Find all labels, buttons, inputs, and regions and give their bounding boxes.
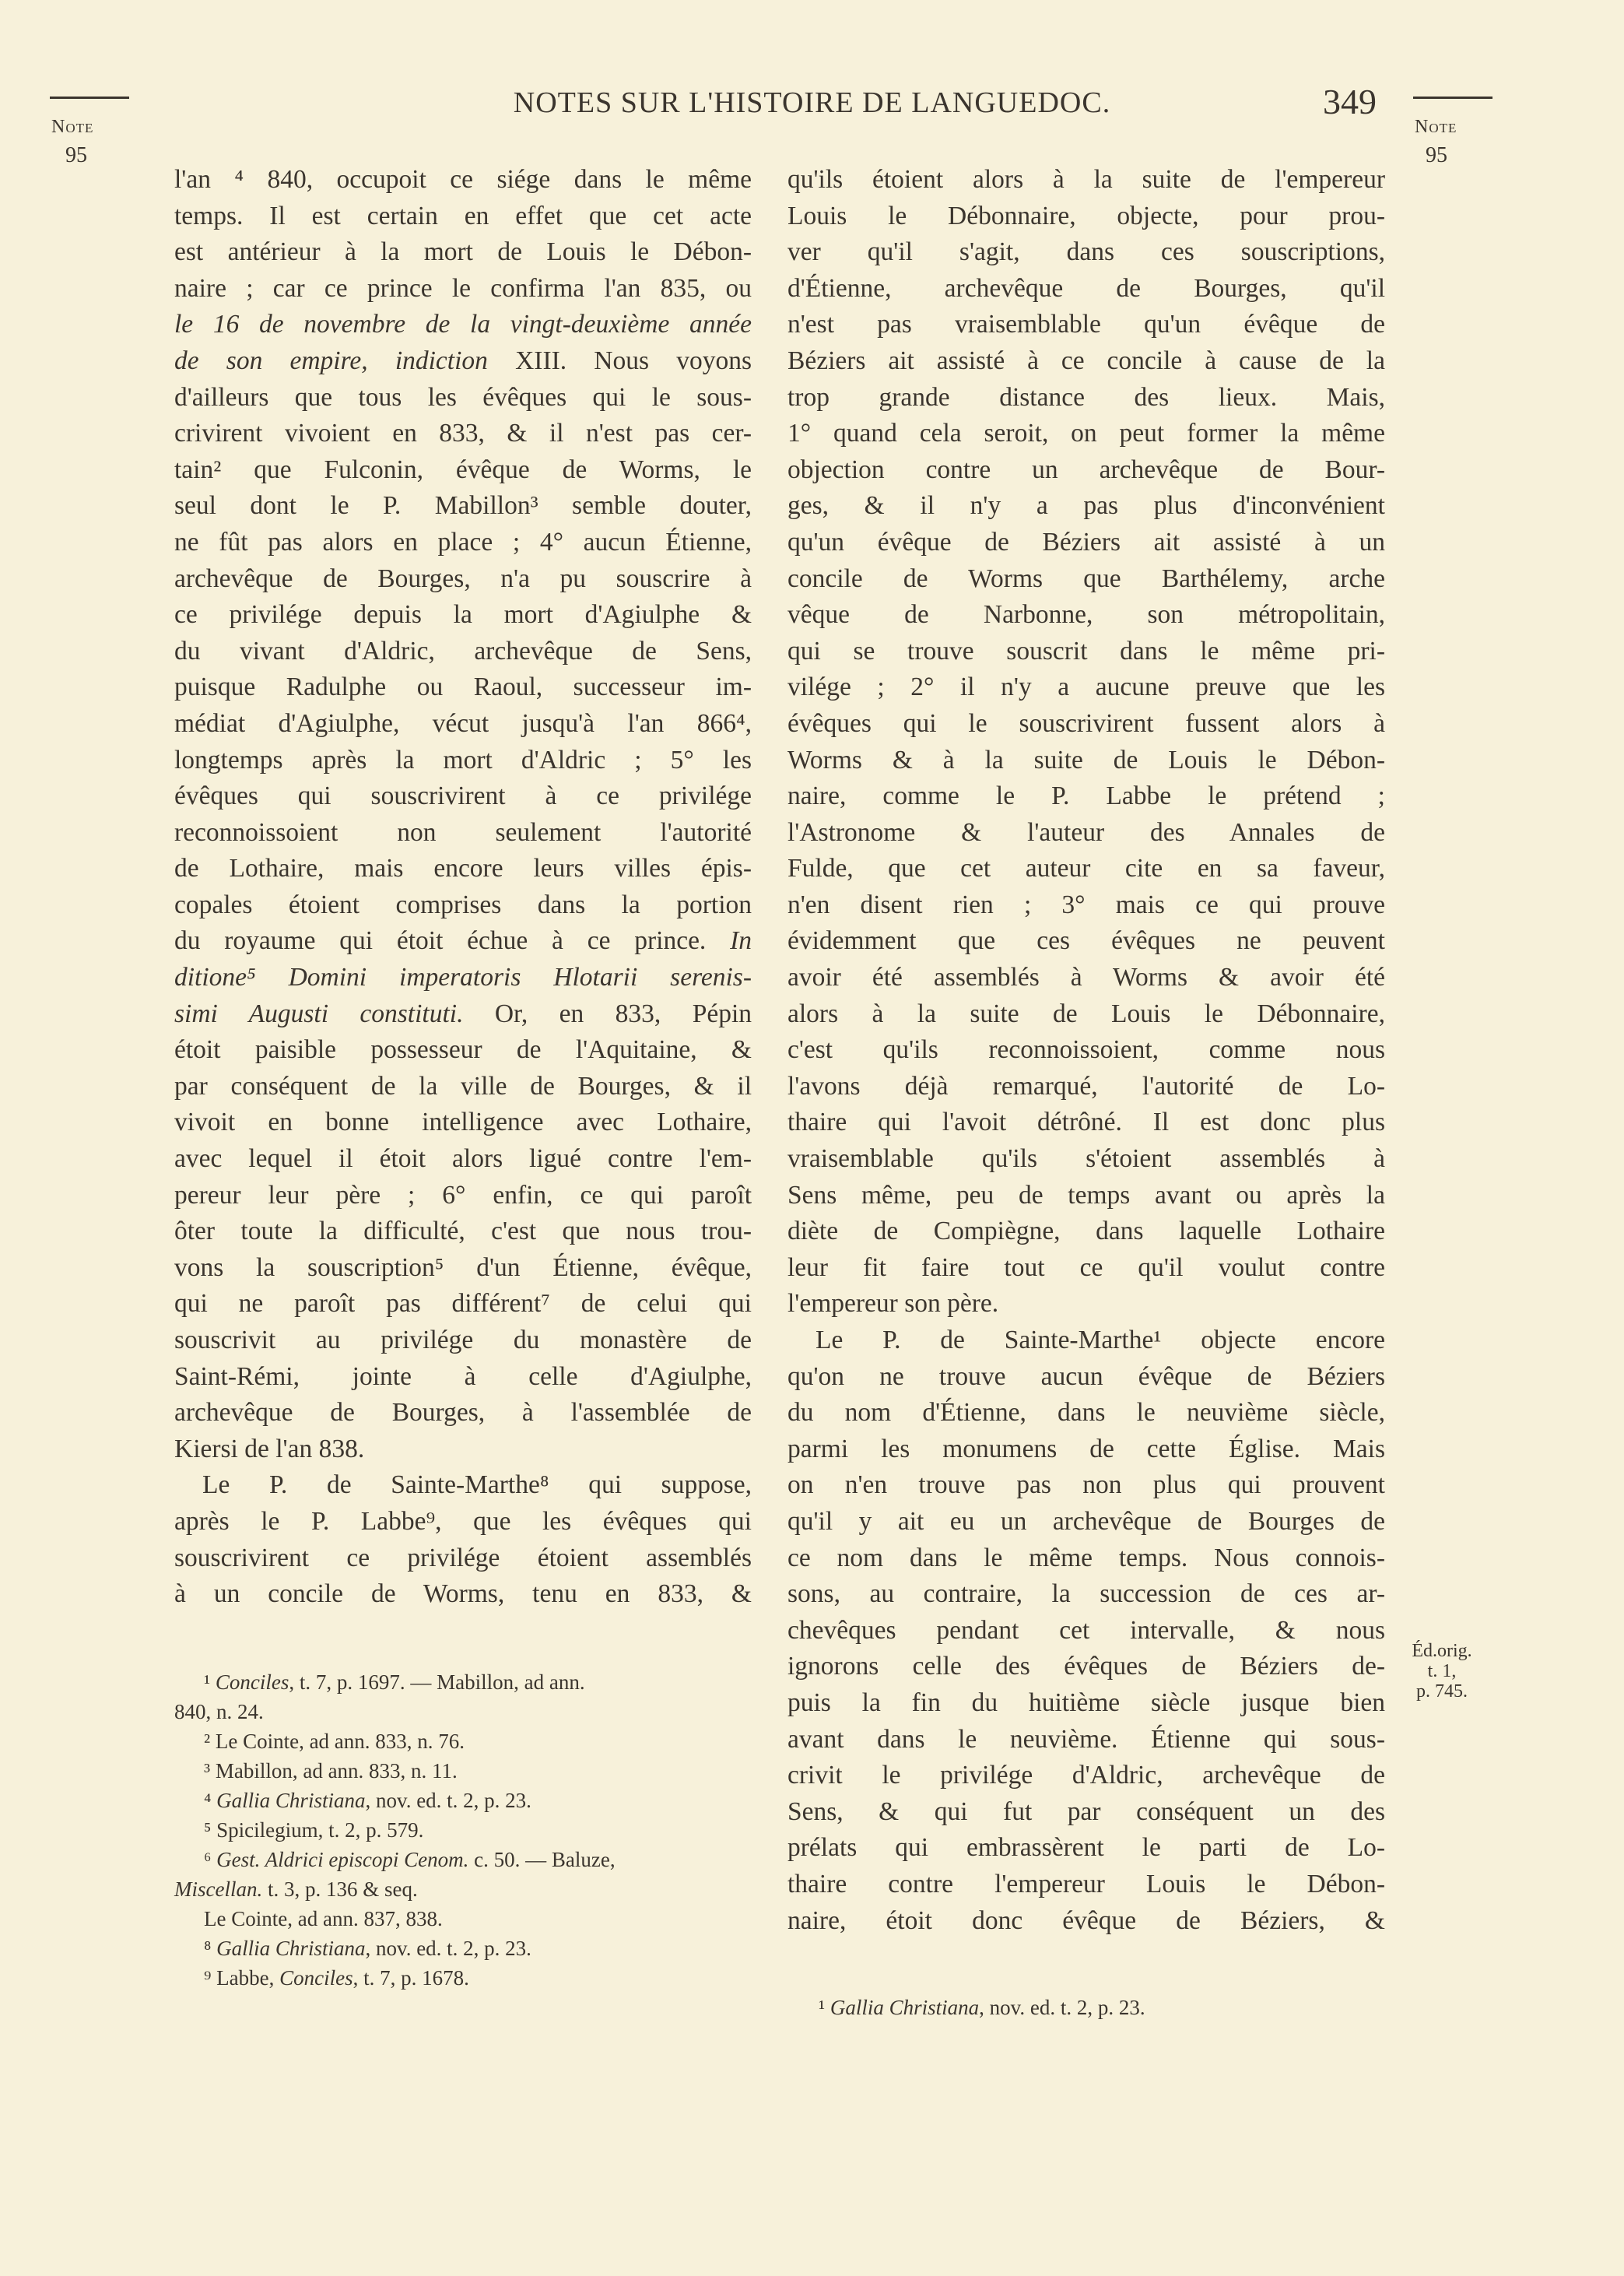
text-line: l'an ⁴ 840, occupoit ce siége dans le même bbox=[174, 165, 752, 194]
text-line: naire, comme le P. Labbe le prétend ; bbox=[787, 781, 1385, 811]
text-line: d'ailleurs que tous les évêques qui le sous- bbox=[174, 382, 752, 412]
text-line: crivirent vivoient en 833, & il n'est pas cer- bbox=[174, 419, 752, 448]
text-line: à un concile de Worms, tenu en 833, & bbox=[174, 1579, 752, 1609]
text-line: naire, étoit donc évêque de Béziers, & bbox=[787, 1905, 1385, 1935]
text-line: copales étoient comprises dans la portion bbox=[174, 890, 752, 919]
text-line: évêques qui souscrivirent à ce privilége bbox=[174, 781, 752, 811]
right-margin-note-label: Note bbox=[1415, 117, 1457, 137]
text-line: de Lothaire, mais encore leurs villes épis- bbox=[174, 854, 752, 883]
text-segment: ⁹ Labbe, bbox=[204, 1966, 280, 1990]
text-line: ce nom dans le même temps. Nous connois- bbox=[787, 1543, 1385, 1572]
italic-text: ditione⁵ Domini imperatoris Hlotarii serenis- bbox=[174, 963, 752, 992]
footnote-line bbox=[174, 1756, 750, 1786]
text-line: reconnoissoient non seulement l'autorité bbox=[174, 817, 752, 847]
text-line: vons la souscription⁵ d'un Étienne, évêque, bbox=[174, 1252, 752, 1282]
text-line: diète de Compiègne, dans laquelle Lothaire bbox=[787, 1217, 1385, 1246]
text-line: c'est qu'ils reconnoissoient, comme nous bbox=[787, 1035, 1385, 1065]
text-line bbox=[174, 1431, 752, 1468]
text-line: souscrivit au privilége du monastère de bbox=[174, 1326, 752, 1354]
text-segment: ⁶ bbox=[204, 1848, 217, 1871]
text-line: alors à la suite de Louis le Débonnaire, bbox=[787, 999, 1385, 1028]
footnote-line bbox=[174, 1934, 750, 1963]
text-line: l'avons déjà remarqué, l'autorité de Lo- bbox=[787, 1071, 1385, 1101]
text-line: après le P. Labbe⁹, que les évêques qui bbox=[174, 1506, 752, 1536]
text-segment: Le P. de Sainte-Marthe⁸ qui suppose, bbox=[202, 1470, 752, 1500]
text-line: par conséquent de la ville de Bourges, & il bbox=[174, 1071, 752, 1101]
text-line: vilége ; 2° il n'y a aucune preuve que les bbox=[787, 673, 1385, 702]
text-line: vêque de Narbonne, son métropolitain, bbox=[787, 600, 1385, 630]
text-line bbox=[174, 307, 752, 343]
text-line: leur fit faire tout ce qu'il voulut contre bbox=[787, 1252, 1385, 1282]
text-segment: ⁴ bbox=[204, 1789, 217, 1812]
text-line: vraisemblable qu'ils s'étoient assemblés à bbox=[787, 1144, 1385, 1174]
text-line: Saint-Rémi, jointe à celle d'Agiulphe, bbox=[174, 1361, 752, 1391]
footnote-line bbox=[174, 1904, 750, 1934]
text-line: évidemment que ces évêques ne peuvent bbox=[787, 926, 1385, 956]
orig-edition-line: t. 1, bbox=[1427, 1661, 1457, 1681]
text-line bbox=[787, 1286, 1385, 1322]
text-line: pereur leur père ; 6° enfin, ce qui paroît bbox=[174, 1180, 752, 1210]
italic-text: Conciles bbox=[215, 1670, 289, 1694]
text-segment: , nov. ed. t. 2, p. 23. bbox=[365, 1937, 531, 1960]
text-line bbox=[174, 996, 752, 1033]
text-line: Louis le Débonnaire, objecte, pour prou- bbox=[787, 201, 1385, 230]
text-segment: l'empereur son père. bbox=[787, 1289, 999, 1319]
right-footnotes bbox=[819, 1993, 1394, 2022]
text-segment: XIII. Nous voyons bbox=[487, 346, 752, 375]
text-line bbox=[174, 960, 752, 996]
text-line: ignorons celle des évêques de Béziers de- bbox=[787, 1652, 1385, 1681]
text-line: ce privilége depuis la mort d'Agiulphe & bbox=[174, 600, 752, 630]
text-segment: c. 50. — Baluze, bbox=[468, 1848, 616, 1871]
text-line: avant dans le neuvième. Étienne qui sous- bbox=[787, 1724, 1385, 1754]
left-margin-note-label: Note bbox=[51, 117, 94, 137]
text-line: puis la fin du huitième siècle jusque bien bbox=[787, 1688, 1385, 1717]
italic-text: Miscellan. bbox=[174, 1877, 263, 1901]
text-segment: ⁸ bbox=[204, 1937, 217, 1960]
text-line: 1° quand cela seroit, on peut former la même bbox=[787, 419, 1385, 448]
text-segment: du royaume qui étoit échue à ce prince. bbox=[174, 926, 731, 956]
text-segment: , t. 7, p. 1678. bbox=[353, 1966, 469, 1990]
text-line: chevêques pendant cet intervalle, & nous bbox=[787, 1615, 1385, 1645]
italic-text: de son empire, indiction bbox=[174, 346, 488, 375]
text-segment: ¹ bbox=[204, 1670, 216, 1694]
text-line: Béziers ait assisté à ce concile à cause de la bbox=[787, 346, 1385, 375]
text-line: n'est pas vraisemblable qu'un évêque de bbox=[787, 310, 1385, 339]
text-segment: ³ Mabillon, ad ann. 833, n. 11. bbox=[204, 1759, 458, 1783]
footnote-line bbox=[174, 1667, 750, 1697]
text-line: Worms & à la suite de Louis le Débon- bbox=[787, 745, 1385, 774]
text-line: d'Étienne, archevêque de Bourges, qu'il bbox=[787, 273, 1385, 303]
text-line: évêques qui le souscrivirent fussent alors à bbox=[787, 708, 1385, 738]
italic-text: Gest. Aldrici episcopi Cenom. bbox=[216, 1848, 469, 1871]
text-line: objection contre un archevêque de Bour- bbox=[787, 455, 1385, 484]
text-segment: 840, n. 24. bbox=[174, 1700, 264, 1723]
footnote-line bbox=[174, 1697, 750, 1726]
text-line: vivoit en bonne intelligence avec Lothaire, bbox=[174, 1108, 752, 1137]
footnote-line bbox=[174, 1786, 750, 1815]
text-line: seul dont le P. Mabillon³ semble douter, bbox=[174, 491, 752, 521]
footnote-line bbox=[174, 1845, 750, 1874]
running-header-title: NOTES SUR L'HISTOIRE DE LANGUEDOC. bbox=[513, 86, 1111, 119]
text-line: ôter toute la difficulté, c'est que nous trou- bbox=[174, 1217, 752, 1246]
text-line: parmi les monumens de cette Église. Mais bbox=[787, 1434, 1385, 1463]
text-line: thaire contre l'empereur Louis le Débon- bbox=[787, 1869, 1385, 1898]
text-segment: , t. 7, p. 1697. — Mabillon, ad ann. bbox=[289, 1670, 585, 1694]
italic-text: In bbox=[730, 926, 752, 956]
text-line: temps. Il est certain en effet que cet acte bbox=[174, 201, 752, 230]
text-line: qui ne paroît pas différent⁷ de celui qui bbox=[174, 1289, 752, 1319]
text-line: qu'ils étoient alors à la suite de l'empereur bbox=[787, 165, 1385, 194]
text-line: est antérieur à la mort de Louis le Débon- bbox=[174, 237, 752, 267]
text-line: crivit le privilége d'Aldric, archevêque de bbox=[787, 1761, 1385, 1790]
italic-text: Conciles bbox=[279, 1966, 353, 1990]
text-segment: , nov. ed. t. 2, p. 23. bbox=[979, 1996, 1145, 2019]
text-line: naire ; car ce prince le confirma l'an 835, ou bbox=[174, 273, 752, 303]
text-line: concile de Worms que Barthélemy, arche bbox=[787, 564, 1385, 593]
text-line: qu'on ne trouve aucun évêque de Béziers bbox=[787, 1361, 1385, 1391]
text-segment: ¹ bbox=[819, 1996, 830, 2019]
text-segment: , nov. ed. t. 2, p. 23. bbox=[365, 1789, 531, 1812]
left-footnotes bbox=[174, 1667, 750, 1993]
text-line bbox=[174, 923, 752, 960]
text-line: Sens même, peu de temps avant ou après la bbox=[787, 1180, 1385, 1210]
text-line: ne fût pas alors en place ; 4° aucun Étienne, bbox=[174, 527, 752, 557]
text-line: Sens, & qui fut par conséquent un des bbox=[787, 1797, 1385, 1826]
text-line: on n'en trouve pas non plus qui prouvent bbox=[787, 1470, 1385, 1500]
text-line: du nom d'Étienne, dans le neuvième siècle, bbox=[787, 1398, 1385, 1428]
text-line bbox=[174, 343, 752, 380]
text-line: qu'il y ait eu un archevêque de Bourges de bbox=[787, 1506, 1385, 1536]
text-line: ver qu'il s'agit, dans ces souscriptions, bbox=[787, 237, 1385, 267]
text-segment: ² Le Cointe, ad ann. 833, n. 76. bbox=[204, 1730, 465, 1753]
footnote-line bbox=[174, 1874, 750, 1904]
right-text-column bbox=[787, 162, 1385, 1939]
italic-text: simi Augusti constituti. bbox=[174, 999, 464, 1028]
text-line bbox=[787, 1322, 1385, 1359]
left-margin-note-number: 95 bbox=[65, 143, 87, 167]
text-line: du vivant d'Aldric, archevêque de Sens, bbox=[174, 636, 752, 666]
left-text-column bbox=[174, 162, 752, 1613]
text-line: ges, & il n'y a pas plus d'inconvénient bbox=[787, 491, 1385, 521]
text-line: médiat d'Agiulphe, vécut jusqu'à l'an 866⁴, bbox=[174, 708, 752, 738]
footnote-line bbox=[819, 1993, 1394, 2022]
text-line: longtemps après la mort d'Aldric ; 5° les bbox=[174, 745, 752, 774]
italic-text: Gallia Christiana bbox=[216, 1937, 366, 1960]
text-line bbox=[174, 1467, 752, 1504]
text-segment: Le Cointe, ad ann. 837, 838. bbox=[204, 1907, 443, 1930]
text-segment: ⁵ Spicilegium, t. 2, p. 579. bbox=[204, 1818, 424, 1842]
text-line: qu'un évêque de Béziers ait assisté à un bbox=[787, 527, 1385, 557]
footnote-line bbox=[174, 1815, 750, 1845]
text-line: Fulde, que cet auteur cite en sa faveur, bbox=[787, 854, 1385, 883]
page-number: 349 bbox=[1323, 82, 1377, 121]
text-line: trop grande distance des lieux. Mais, bbox=[787, 382, 1385, 412]
footnote-line bbox=[174, 1963, 750, 1993]
text-line: n'en disent rien ; 3° mais ce qui prouve bbox=[787, 890, 1385, 919]
text-line: avoir été assemblés à Worms & avoir été bbox=[787, 963, 1385, 992]
italic-text: Gallia Christiana bbox=[216, 1789, 366, 1812]
text-segment: Le P. de Sainte-Marthe¹ objecte encore bbox=[816, 1326, 1385, 1354]
text-line: prélats qui embrassèrent le parti de Lo- bbox=[787, 1833, 1385, 1863]
text-line: tain² que Fulconin, évêque de Worms, le bbox=[174, 455, 752, 484]
right-margin-note-number: 95 bbox=[1426, 143, 1447, 167]
text-line: archevêque de Bourges, à l'assemblée de bbox=[174, 1398, 752, 1428]
text-line: avec lequel il étoit alors ligué contre l'em- bbox=[174, 1144, 752, 1174]
italic-text: le 16 de novembre de la vingt-deuxième année bbox=[174, 310, 752, 339]
orig-edition-line: Éd.orig. bbox=[1412, 1641, 1472, 1661]
orig-edition-line: p. 745. bbox=[1416, 1681, 1468, 1702]
text-segment: Kiersi de l'an 838. bbox=[174, 1434, 365, 1463]
original-edition-reference bbox=[1407, 1641, 1477, 1702]
text-segment: Or, en 833, Pépin bbox=[463, 999, 752, 1028]
text-line: sons, au contraire, la succession de ces ar- bbox=[787, 1579, 1385, 1609]
text-line: qui se trouve souscrit dans le même pri- bbox=[787, 636, 1385, 666]
text-line: l'Astronome & l'auteur des Annales de bbox=[787, 817, 1385, 847]
text-line: puisque Radulphe ou Raoul, successeur im- bbox=[174, 673, 752, 702]
text-segment: t. 3, p. 136 & seq. bbox=[262, 1877, 418, 1901]
footnote-line bbox=[174, 1726, 750, 1756]
italic-text: Gallia Christiana bbox=[830, 1996, 980, 2019]
text-line: thaire qui l'avoit détrôné. Il est donc plus bbox=[787, 1108, 1385, 1137]
text-line: étoit paisible possesseur de l'Aquitaine, & bbox=[174, 1035, 752, 1065]
text-line: souscrivirent ce privilége étoient assemblés bbox=[174, 1543, 752, 1572]
text-line: archevêque de Bourges, n'a pu souscrire à bbox=[174, 564, 752, 593]
